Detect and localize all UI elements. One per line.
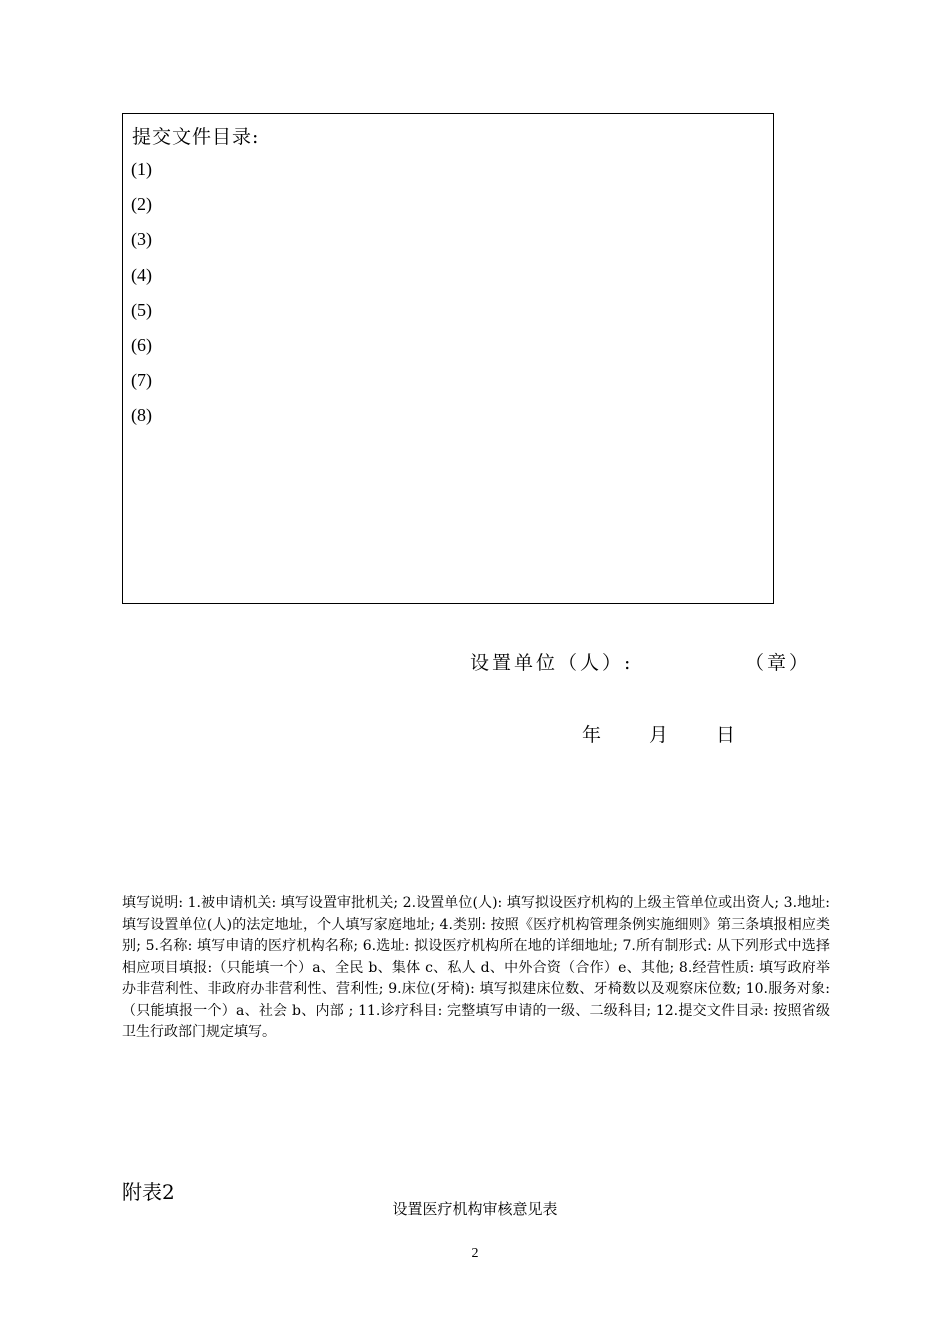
submission-list-title: 提交文件目录: (132, 126, 260, 148)
seal-label: （章） (745, 652, 812, 674)
submission-item: (8) (131, 405, 152, 426)
submission-list-box (122, 113, 774, 604)
submission-item: (1) (131, 159, 152, 179)
submission-item: (7) (131, 370, 152, 391)
date-month: 月 (649, 724, 669, 746)
submission-item: (5) (131, 299, 152, 320)
submission-item: (2) (131, 194, 152, 215)
date-day: 日 (716, 724, 736, 746)
submission-list (131, 156, 152, 438)
submission-item: (6) (131, 334, 152, 355)
submission-item: (3) (131, 229, 152, 250)
appendix-label: 附表2 (122, 1180, 175, 1204)
page-number: 2 (471, 1246, 479, 1261)
date-year: 年 (582, 724, 602, 746)
submission-item: (4) (131, 264, 152, 285)
form-title: 设置医疗机构审核意见表 (392, 1200, 558, 1218)
setup-unit-label: 设置单位（人）: (470, 652, 634, 674)
filling-instructions: 填写说明: 1.被申请机关: 填写设置审批机关; 2.设置单位(人): 填写拟设医疗机构的上级主管单位或出资人; 3.地址: 填写设置单位(人)的法定地址，个人填写家庭地址; 4.类别: 按照《医疗机构管理条例实施细则》第三条填报相应类别; 5.名称: 填写申请的医疗机构名称; 6.选址: 拟设医疗机构所在地的详细地址; 7.所有制形式: 从下列形式中选择相应项目填报:（只能填一个）a、全民 b、集体 c、私人 d、中外合资（合作）e、其他; 8.经营性质: 填写政府举办非营利性、非政府办非营利性、营利性; 9.床位(牙椅): 填写拟建床位数、牙椅数以及观察床位数; 10.服务对象:（只能填报一个）a、社会 b、内部 ; 11.诊疗科目: 完整填写申请的一级、二级科目; 12.提交文件目录: 按照省级卫生行政部门规定填写。 (122, 895, 830, 1040)
